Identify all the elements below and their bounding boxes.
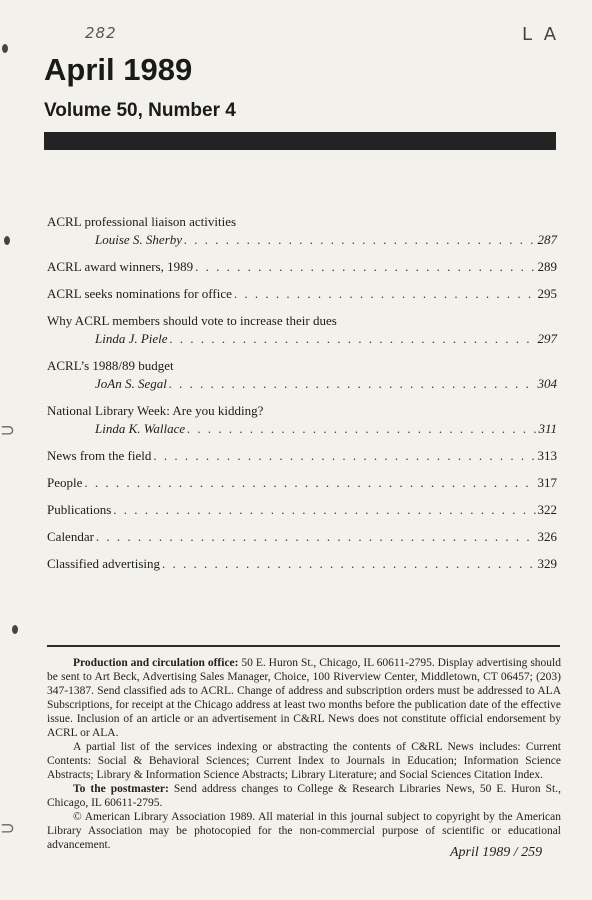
toc-entry[interactable] [47,528,557,546]
issue-subtitle: Volume 50, Number 4 [44,100,236,121]
toc-entry-page: 322 [537,502,557,517]
punch-hole-1 [2,44,8,53]
toc-entry[interactable] [47,213,557,249]
production-text: 50 E. Huron St., Chicago, IL 60611-2795. Display advertising should be sent to Art Beck, Advertising Sales Manager, Choice, 100 Riverview Center, Middletown, CT 06457; (203) 347-1387. Send classified ads to ACRL. Change of address and subscription orders must be addressed to ALA Subscriptions, for receipt at the Chicago address at least two months before the publication date of the effective issue. Inclusion of an article or an advertisement in C&RL News does not constitute official endorsement by ACRL or ALA. [47,657,562,739]
toc-entry-page: 313 [537,448,557,463]
toc-entry-page: 329 [537,556,557,571]
toc-entry-title: ACRL award winners, 1989 [47,259,194,274]
table-of-contents [47,213,557,573]
toc-entry[interactable] [47,447,557,465]
production-label: Production and circulation office: [73,657,239,669]
postmaster-paragraph [47,782,561,810]
toc-entry-page: 297 [537,331,557,346]
toc-entry[interactable] [47,285,557,303]
handwritten-note-left: 282 [85,24,117,42]
toc-entry[interactable] [47,555,557,573]
toc-entry-author: Linda K. Wallace [95,421,186,436]
production-paragraph [47,656,561,740]
handwritten-note-right: L A [522,24,560,45]
toc-entry-title: National Library Week: Are you kidding? [47,403,264,418]
toc-entry-title: People [47,475,83,490]
toc-entry[interactable] [47,474,557,492]
toc-entry-page: 311 [538,421,557,436]
toc-entry-page: 304 [537,376,557,391]
toc-entry[interactable] [47,258,557,276]
header-bar [44,132,556,150]
publication-notice [47,656,561,852]
toc-entry[interactable] [47,501,557,519]
toc-entry-author: Linda J. Piele [95,331,168,346]
issue-title: April 1989 [44,52,193,87]
postmaster-text: Send address changes to College & Research Libraries News, 50 E. Huron St., Chicago, IL 60611-2795. [47,783,561,809]
toc-entry-title: ACRL seeks nominations for office [47,286,232,301]
toc-entry-page: 287 [537,232,557,247]
toc-entry-title: Publications [47,502,112,517]
toc-entry-author: Louise S. Sherby [95,232,183,247]
toc-entry[interactable] [47,312,557,348]
toc-entry-title: ACRL’s 1988/89 budget [47,358,174,373]
toc-entry-title: Why ACRL members should vote to increase their dues [47,313,337,328]
toc-entry-title: Classified advertising [47,556,161,571]
footer-rule [47,645,560,647]
punch-hole-2 [4,236,10,245]
binding-hook-2: ⊃ [0,818,16,839]
indexing-paragraph: A partial list of the services indexing or abstracting the contents of C&RL News includes: Current Contents: Social & Behavioral Sciences; Current Index to Journals in Education; Information Science Abstracts; Library & Information Science Abstracts; Library Literature; and Social Sciences Citation Index. [47,741,561,781]
copyright-paragraph: © American Library Association 1989. All material in this journal subject to copyright by the American Library Association may be photocopied for the non-commercial purpose of scientific or educational advancement. [47,811,561,851]
toc-entry-page: 289 [537,259,557,274]
toc-entry[interactable] [47,402,557,438]
toc-entry[interactable] [47,357,557,393]
toc-entry-title: News from the field [47,448,152,463]
postmaster-label: To the postmaster: [73,783,169,795]
page-folio: April 1989 / 259 [450,845,543,860]
toc-entry-author: JoAn S. Segal [95,376,167,391]
toc-entry-page: 295 [537,286,557,301]
toc-entry-page: 326 [537,529,557,544]
toc-entry-title: Calendar [47,529,94,544]
punch-hole-3 [12,625,18,634]
toc-entry-title: ACRL professional liaison activities [47,214,237,229]
toc-entry-page: 317 [537,475,557,490]
binding-hook-1: ⊃ [0,420,16,441]
